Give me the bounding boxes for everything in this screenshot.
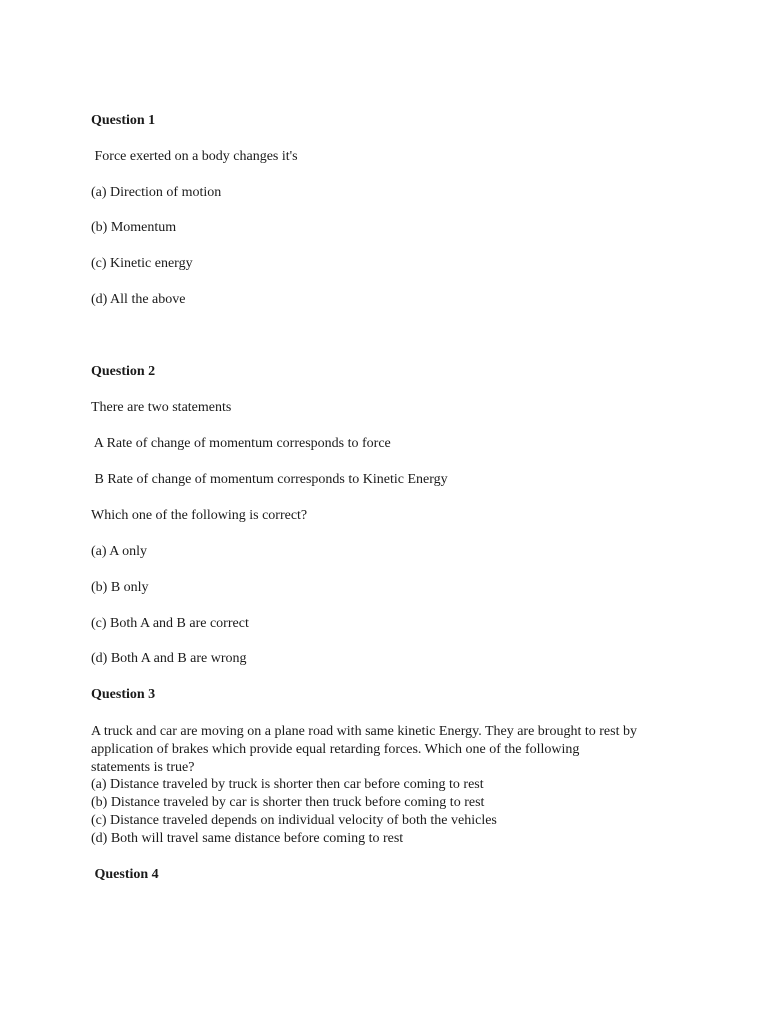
question-3-heading: Question 3 bbox=[91, 687, 156, 702]
question-2-option-d: (d) Both A and B are wrong bbox=[91, 651, 247, 666]
question-3-stem-line: statements is true? bbox=[91, 759, 195, 775]
question-3-option-c: (c) Distance traveled depends on individual velocity of both the vehicles bbox=[91, 812, 497, 828]
question-3-stem-line: A truck and car are moving on a plane road with same kinetic Energy. They are brought to rest by bbox=[91, 724, 637, 739]
question-1-heading: Question 1 bbox=[91, 113, 156, 128]
question-2-statement-b: B Rate of change of momentum corresponds to Kinetic Energy bbox=[91, 472, 448, 487]
question-1-option-a: (a) Direction of motion bbox=[91, 185, 222, 200]
question-3-stem-line: application of brakes which provide equal retarding forces. Which one of the following bbox=[91, 741, 580, 757]
question-1-option-c: (c) Kinetic energy bbox=[91, 256, 193, 271]
question-2-option-a: (a) A only bbox=[91, 544, 147, 559]
question-1-option-b: (b) Momentum bbox=[91, 220, 177, 235]
question-2-intro: There are two statements bbox=[91, 400, 232, 415]
question-2-prompt: Which one of the following is correct? bbox=[91, 508, 308, 523]
question-2-option-b: (b) B only bbox=[91, 580, 149, 595]
question-2-heading: Question 2 bbox=[91, 364, 156, 379]
question-3-option-a: (a) Distance traveled by truck is shorter then car before coming to rest bbox=[91, 777, 484, 793]
question-2-statement-a: A Rate of change of momentum corresponds to force bbox=[91, 436, 391, 451]
question-3-option-b: (b) Distance traveled by car is shorter then truck before coming to rest bbox=[91, 795, 485, 811]
question-2-option-c: (c) Both A and B are correct bbox=[91, 616, 249, 631]
question-4-heading: Question 4 bbox=[91, 867, 159, 882]
question-1-option-d: (d) All the above bbox=[91, 292, 186, 307]
question-1-stem: Force exerted on a body changes it's bbox=[91, 149, 298, 164]
question-3-body bbox=[91, 723, 691, 848]
question-3-option-d: (d) Both will travel same distance before coming to rest bbox=[91, 830, 404, 846]
